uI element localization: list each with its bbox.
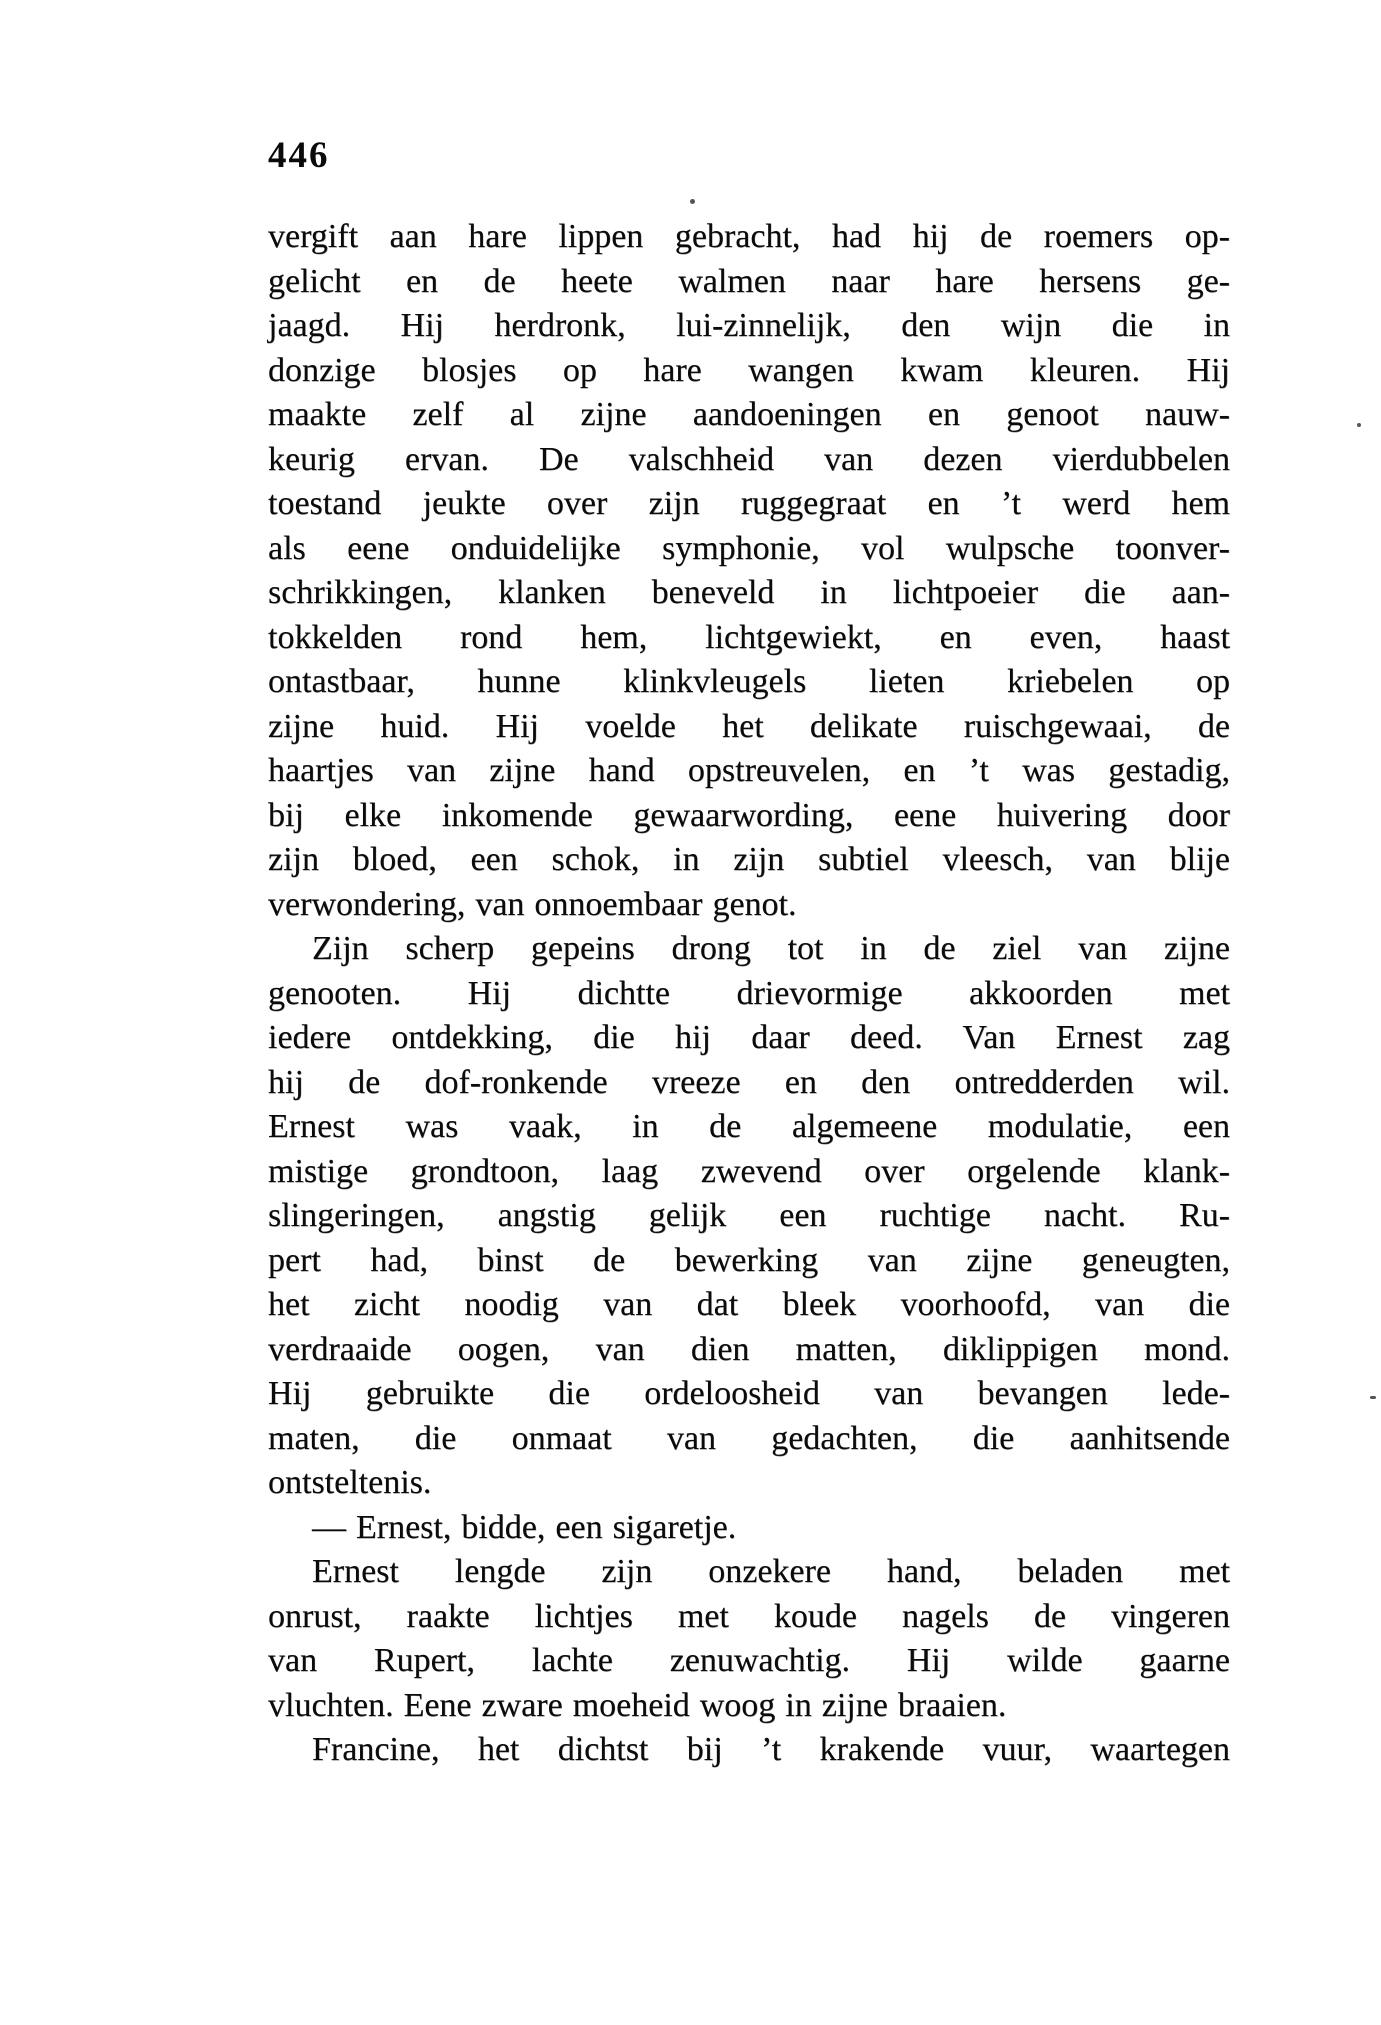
text-line: maten, die onmaat van gedachten, die aanhitsende [268, 1419, 1230, 1457]
text-line: Ernest lengde zijn onzekere hand, beladen met [312, 1553, 1230, 1590]
text-line: genooten. Hij dichtte drievormige akkoorden met [268, 974, 1230, 1012]
text-line: pert had, binst de bewerking van zijne geneugten, [268, 1241, 1230, 1279]
text-line: zijne huid. Hij voelde het delikate ruischgewaai, de [268, 707, 1230, 745]
paragraph [268, 215, 1230, 927]
text-line: ontsteltenis. [268, 1464, 432, 1501]
text-line: onrust, raakte lichtjes met koude nagels de vingeren [268, 1597, 1230, 1635]
text-line: Zijn scherp gepeins drong tot in de ziel van zijne [312, 930, 1230, 967]
text-line: jaagd. Hij herdronk, lui-zinnelijk, den wijn die in [268, 307, 1230, 344]
text-line: donzige blosjes op hare wangen kwam kleuren. Hij [268, 351, 1230, 389]
text-line: toestand jeukte over zijn ruggegraat en ’t werd hem [268, 485, 1230, 522]
text-line: Hij gebruikte die ordeloosheid van bevangen lede- [268, 1375, 1230, 1412]
text-line: schrikkingen, klanken beneveld in lichtpoeier die aan- [268, 574, 1230, 611]
text-line: Ernest was vaak, in de algemeene modulatie, een [268, 1108, 1230, 1145]
scan-speck [690, 199, 695, 204]
text-line: haartjes van zijne hand opstreuvelen, en ’t was gestadig, [268, 752, 1230, 789]
text-block [268, 215, 1230, 1773]
paragraph [268, 1728, 1230, 1773]
text-line: van Rupert, lachte zenuwachtig. Hij wilde gaarne [268, 1642, 1230, 1679]
text-line: verwondering, van onnoembaar genot. [268, 885, 797, 923]
paragraph [268, 1506, 1230, 1551]
text-line: zijn bloed, een schok, in zijn subtiel vleesch, van blije [268, 841, 1230, 878]
text-line: vergift aan hare lippen gebracht, had hij de roemers op- [268, 218, 1230, 255]
text-line: maakte zelf al zijne aandoeningen en genoot nauw- [268, 396, 1230, 433]
text-line: het zicht noodig van dat bleek voorhoofd, van die [268, 1286, 1230, 1323]
text-line: verdraaide oogen, van dien matten, diklippigen mond. [268, 1330, 1230, 1368]
text-line: mistige grondtoon, laag zwevend over orgelende klank- [268, 1152, 1230, 1190]
text-line: — Ernest, bidde, een sigaretje. [312, 1508, 737, 1546]
text-line: iedere ontdekking, die hij daar deed. Van Ernest zag [268, 1019, 1230, 1056]
text-line: vluchten. Eene zware moeheid woog in zijne braaien. [268, 1686, 1007, 1724]
text-line: Francine, het dichtst bij ’t krakende vuur, waartegen [312, 1731, 1230, 1768]
text-line: slingeringen, angstig gelijk een ruchtige nacht. Ru- [268, 1197, 1230, 1234]
scan-speck [1370, 1396, 1376, 1399]
scan-speck [1357, 423, 1361, 427]
text-line: keurig ervan. De valschheid van dezen vierdubbelen [268, 440, 1230, 478]
text-line: als eene onduidelijke symphonie, vol wulpsche toonver- [268, 529, 1230, 567]
paragraph [268, 1550, 1230, 1728]
page-number: 446 [268, 135, 330, 176]
text-line: bij elke inkomende gewaarwording, eene huivering door [268, 796, 1230, 834]
text-line: tokkelden rond hem, lichtgewiekt, en even, haast [268, 618, 1230, 656]
text-line: hij de dof-ronkende vreeze en den ontredderden wil. [268, 1063, 1230, 1101]
text-line: ontastbaar, hunne klinkvleugels lieten kriebelen op [268, 663, 1230, 700]
text-line: gelicht en de heete walmen naar hare hersens ge- [268, 262, 1230, 300]
paragraph [268, 927, 1230, 1506]
